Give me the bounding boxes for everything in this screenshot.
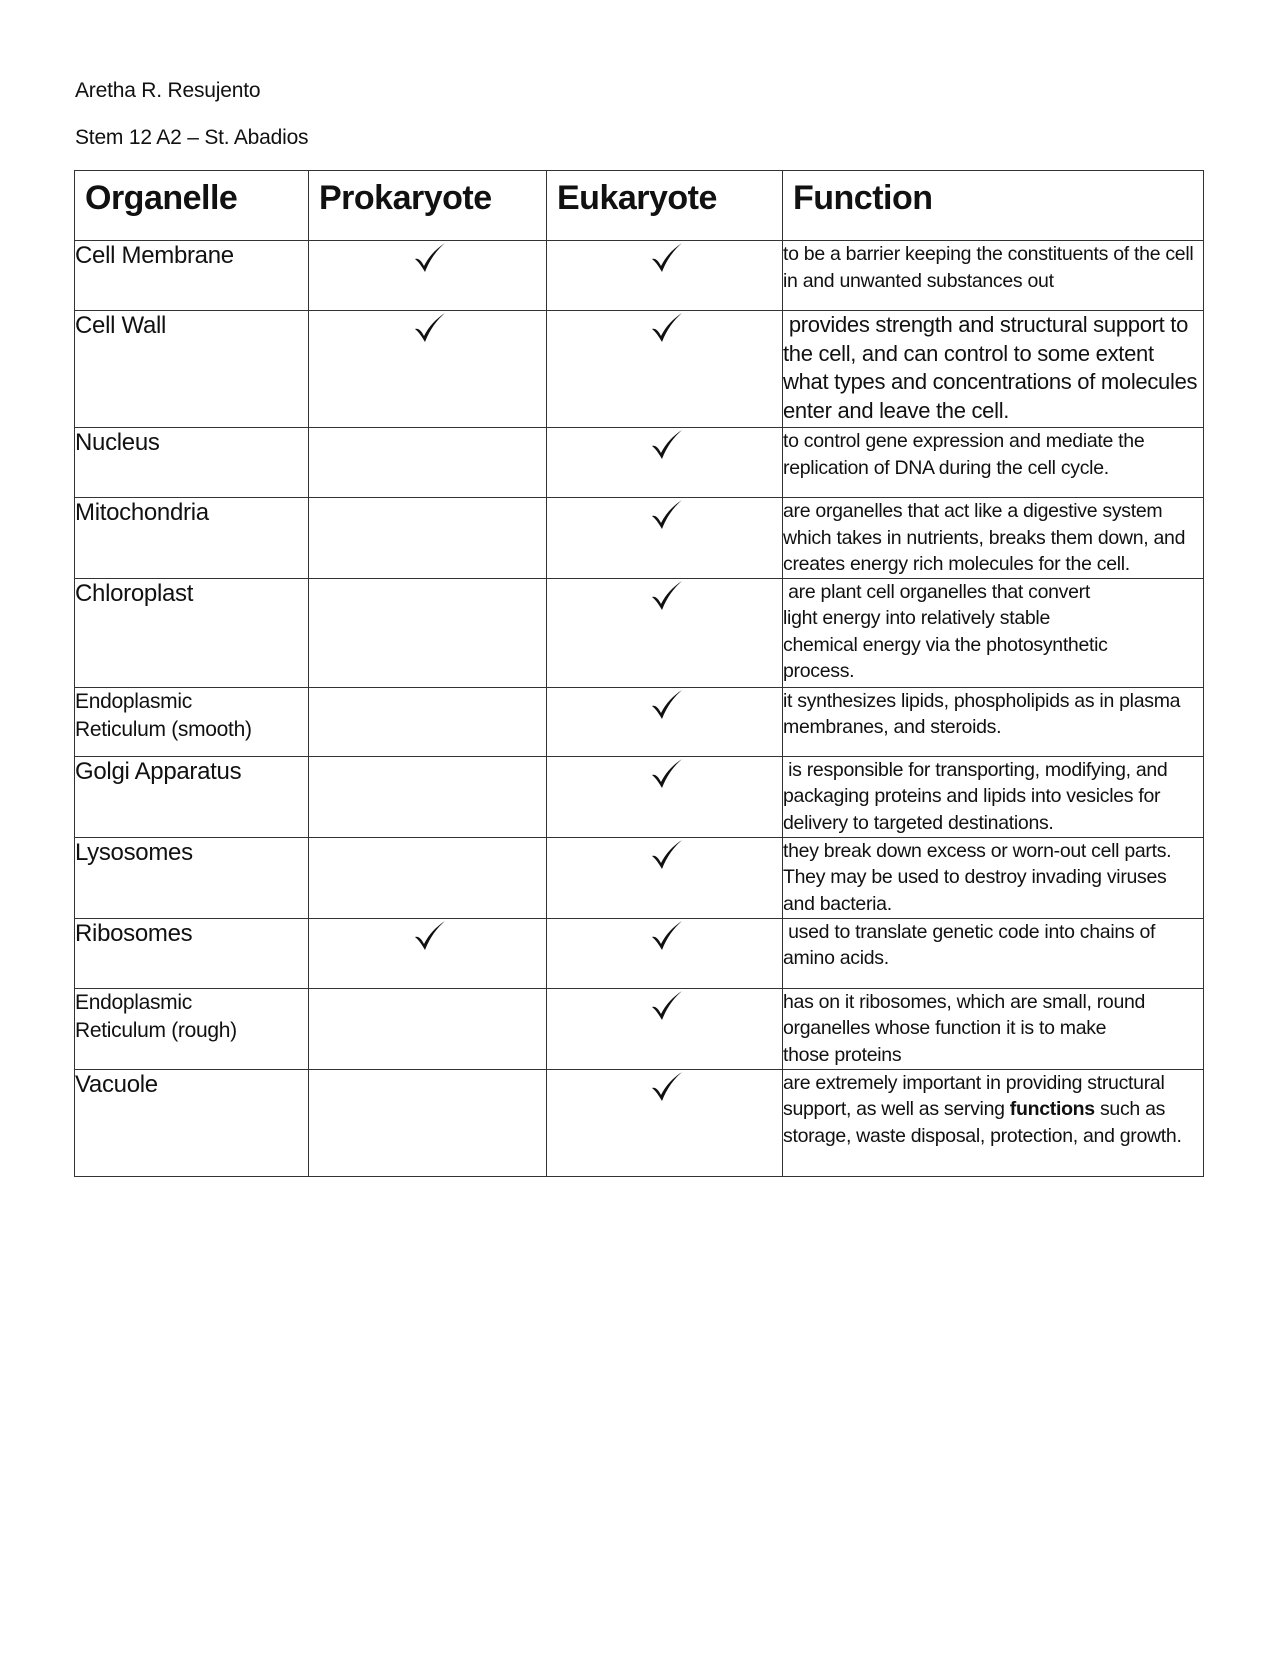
eukaryote-cell bbox=[547, 837, 783, 918]
table-row bbox=[75, 578, 1204, 687]
function-line: those proteins bbox=[783, 1043, 902, 1066]
table-header-row bbox=[75, 171, 1204, 241]
table-row bbox=[75, 687, 1204, 756]
prokaryote-cell bbox=[309, 578, 547, 687]
checkmark-icon bbox=[649, 688, 683, 722]
header-eukaryote: Eukaryote bbox=[547, 171, 783, 241]
checkmark-icon bbox=[649, 838, 683, 872]
checkmark-icon bbox=[649, 919, 683, 953]
function-description: to be a barrier keeping the constituents of the cell in and unwanted substances out bbox=[783, 241, 1204, 311]
function-text: such as storage, waste disposal, protection, and growth. bbox=[783, 1098, 1182, 1147]
prokaryote-cell bbox=[309, 311, 547, 428]
checkmark-icon bbox=[649, 311, 683, 345]
eukaryote-cell bbox=[547, 311, 783, 428]
table-row bbox=[75, 311, 1204, 428]
eukaryote-cell bbox=[547, 241, 783, 311]
function-description: is responsible for transporting, modifying, and packaging proteins and lipids into vesicles for delivery to targeted destinations. bbox=[783, 756, 1204, 837]
header-organelle: Organelle bbox=[75, 171, 309, 241]
prokaryote-cell bbox=[309, 428, 547, 498]
function-description: are organelles that act like a digestive system which takes in nutrients, breaks them down, and creates energy rich molecules for the cell. bbox=[783, 498, 1204, 579]
function-line: has on it ribosomes, which are small, round bbox=[783, 990, 1146, 1013]
checkmark-icon bbox=[412, 241, 446, 275]
table-row bbox=[75, 498, 1204, 579]
organelle-name-line: Reticulum (rough) bbox=[75, 1018, 237, 1042]
organelle-name: Lysosomes bbox=[75, 837, 309, 918]
function-description: provides strength and structural support to the cell, and can control to some extent what types and concentrations of molecules enter and leave the cell. bbox=[783, 311, 1204, 428]
eukaryote-cell bbox=[547, 578, 783, 687]
organelle-name-line: Reticulum (smooth) bbox=[75, 717, 252, 741]
prokaryote-cell bbox=[309, 1069, 547, 1176]
eukaryote-cell bbox=[547, 428, 783, 498]
table-row bbox=[75, 756, 1204, 837]
table-row bbox=[75, 837, 1204, 918]
prokaryote-cell bbox=[309, 687, 547, 756]
header-prokaryote: Prokaryote bbox=[309, 171, 547, 241]
checkmark-icon bbox=[649, 241, 683, 275]
table-row bbox=[75, 1069, 1204, 1176]
checkmark-icon bbox=[412, 919, 446, 953]
organelle-name: Chloroplast bbox=[75, 578, 309, 687]
organelle-name: Ribosomes bbox=[75, 918, 309, 988]
header-function: Function bbox=[783, 171, 1204, 241]
checkmark-icon bbox=[649, 498, 683, 532]
eukaryote-cell bbox=[547, 498, 783, 579]
function-description bbox=[783, 988, 1204, 1069]
checkmark-icon bbox=[412, 311, 446, 345]
function-line: process. bbox=[783, 660, 855, 682]
function-description: used to translate genetic code into chains of amino acids. bbox=[783, 918, 1204, 988]
organelle-name: Nucleus bbox=[75, 428, 309, 498]
organelle-name-line: Endoplasmic bbox=[75, 689, 192, 713]
function-description: they break down excess or worn-out cell parts. They may be used to destroy invading viruses and bacteria. bbox=[783, 837, 1204, 918]
table-row bbox=[75, 988, 1204, 1069]
function-text-bold: functions bbox=[1009, 1098, 1095, 1120]
organelle-table bbox=[74, 170, 1204, 1177]
eukaryote-cell bbox=[547, 988, 783, 1069]
function-text: are extremely important in providing structural support, as well as serving bbox=[783, 1071, 1165, 1120]
table-body bbox=[75, 241, 1204, 1177]
eukaryote-cell bbox=[547, 1069, 783, 1176]
function-line: are plant cell organelles that convert bbox=[783, 580, 1090, 603]
class-section: Stem 12 A2 – St. Abadios bbox=[75, 126, 309, 149]
function-line: light energy into relatively stable bbox=[783, 607, 1050, 629]
table-row bbox=[75, 918, 1204, 988]
prokaryote-cell bbox=[309, 988, 547, 1069]
organelle-name: Golgi Apparatus bbox=[75, 756, 309, 837]
checkmark-icon bbox=[649, 579, 683, 613]
checkmark-icon bbox=[649, 757, 683, 791]
organelle-name bbox=[75, 988, 309, 1069]
function-description: it synthesizes lipids, phospholipids as in plasma membranes, and steroids. bbox=[783, 687, 1204, 756]
table-row bbox=[75, 241, 1204, 311]
organelle-name-line: Endoplasmic bbox=[75, 990, 192, 1014]
function-line: chemical energy via the photosynthetic bbox=[783, 633, 1108, 656]
organelle-name: Mitochondria bbox=[75, 498, 309, 579]
prokaryote-cell bbox=[309, 498, 547, 579]
eukaryote-cell bbox=[547, 918, 783, 988]
organelle-name: Cell Membrane bbox=[75, 241, 309, 311]
prokaryote-cell bbox=[309, 241, 547, 311]
table-row bbox=[75, 428, 1204, 498]
checkmark-icon bbox=[649, 428, 683, 462]
organelle-name bbox=[75, 687, 309, 756]
eukaryote-cell bbox=[547, 756, 783, 837]
organelle-name: Vacuole bbox=[75, 1069, 309, 1176]
eukaryote-cell bbox=[547, 687, 783, 756]
author-name: Aretha R. Resujento bbox=[75, 79, 261, 102]
function-description: to control gene expression and mediate the replication of DNA during the cell cycle. bbox=[783, 428, 1204, 498]
prokaryote-cell bbox=[309, 837, 547, 918]
function-line: organelles whose function it is to make bbox=[783, 1017, 1107, 1039]
checkmark-icon bbox=[649, 989, 683, 1023]
prokaryote-cell bbox=[309, 918, 547, 988]
prokaryote-cell bbox=[309, 756, 547, 837]
organelle-name: Cell Wall bbox=[75, 311, 309, 428]
function-description bbox=[783, 578, 1204, 687]
function-description bbox=[783, 1069, 1204, 1176]
checkmark-icon bbox=[649, 1070, 683, 1104]
